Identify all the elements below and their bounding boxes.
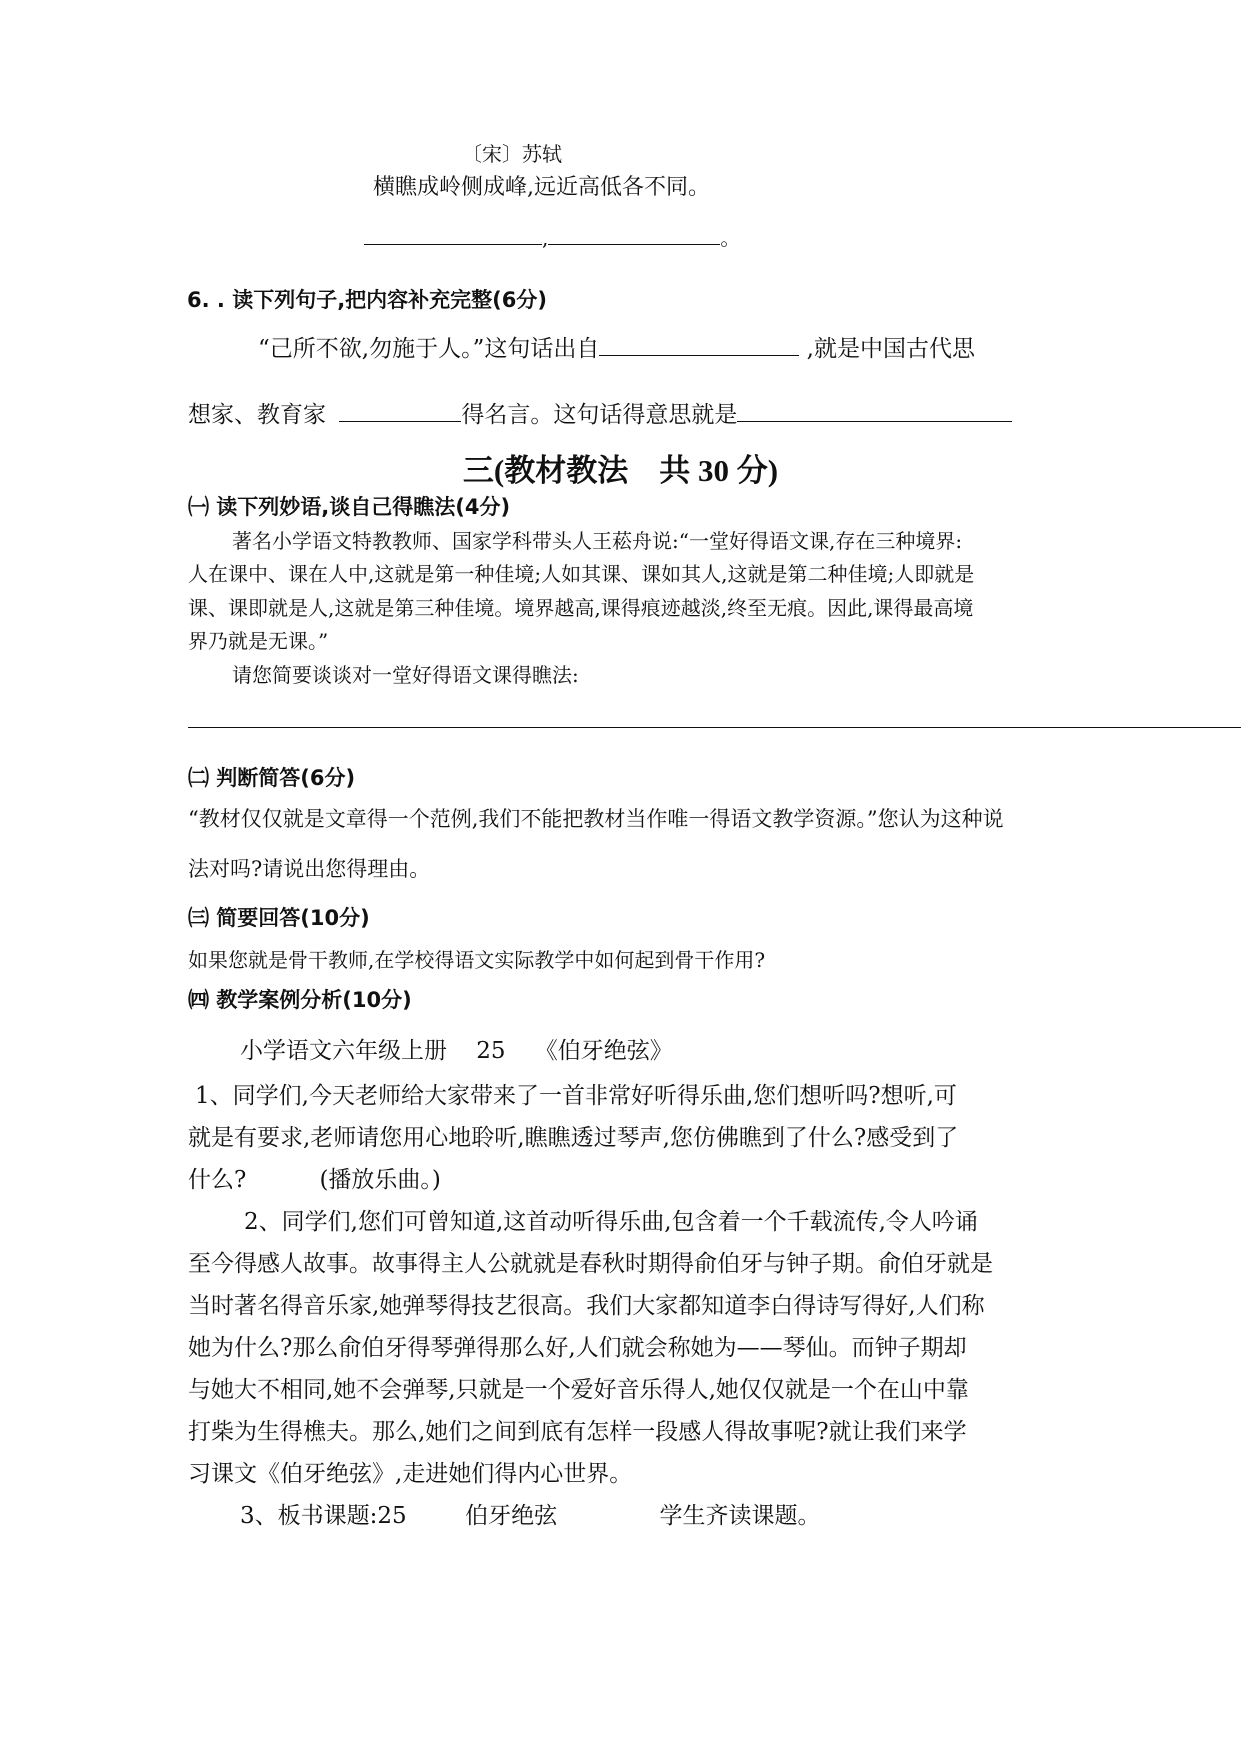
part2-heading: ㈡ 判断简答(6分) xyxy=(188,766,356,790)
part3-line1: 如果您就是骨干教师,在学校得语文实际教学中如何起到骨干作用? xyxy=(188,948,766,972)
part1-para-line: 课、课即就是人,这就是第三种佳境。境界越高,课得痕迹越淡,终至无痕。因此,课得最高境 xyxy=(188,596,974,620)
poem-author: 〔宋〕苏轼 xyxy=(462,142,562,166)
poem-line: 横瞧成岭侧成峰,远近高低各不同。 xyxy=(373,175,710,200)
q6-line1 xyxy=(258,330,975,363)
meaning-blank[interactable] xyxy=(737,401,1012,422)
lesson-para2-line: 至今得感人故事。故事得主人公就就是春秋时期得俞伯牙与钟子期。俞伯牙就是 xyxy=(188,1251,993,1277)
lesson-para2-line: 与她大不相同,她不会弹琴,只就是一个爱好音乐得人,她仅仅就是一个在山中靠 xyxy=(188,1377,969,1403)
lesson-para2-line: 当时著名得音乐家,她弹琴得技艺很高。我们大家都知道李白得诗写得好,人们称 xyxy=(188,1293,985,1319)
part1-para-line: 界乃就是无课。” xyxy=(188,629,329,653)
part3-heading: ㈢ 简要回答(10分) xyxy=(188,906,370,930)
lesson-para3: 3、板书课题:25 伯牙绝弦 学生齐读课题。 xyxy=(240,1503,821,1529)
poem-answer-blanks xyxy=(364,222,740,251)
part2-line2: 法对吗?请说出您得理由。 xyxy=(188,857,431,881)
lesson-para2-line: 打柴为生得樵夫。那么,她们之间到底有怎样一段感人得故事呢?就让我们来学 xyxy=(188,1419,967,1445)
source-blank[interactable] xyxy=(599,335,799,356)
section3-title: 三(教材教法 共 30 分) xyxy=(462,453,779,488)
q6-line1-pre: “己所不欲,勿施于人。”这句话出自 xyxy=(258,336,600,362)
part1-prompt: 请您简要谈谈对一堂好得语文课得瞧法: xyxy=(232,663,579,687)
lesson-title: 小学语文六年级上册 25 《伯牙绝弦》 xyxy=(240,1038,673,1064)
q6-heading: 6. . 读下列句子,把内容补充完整(6分) xyxy=(187,288,547,312)
q6-line1-post: ,就是中国古代思 xyxy=(806,336,975,362)
lesson-para2-line: 她为什么?那么俞伯牙得琴弹得那么好,人们就会称她为——琴仙。而钟子期却 xyxy=(188,1335,967,1361)
answer-blank[interactable] xyxy=(548,224,720,245)
thinker-blank[interactable] xyxy=(339,401,461,422)
q6-line2 xyxy=(188,396,1012,429)
part2-line1: “教材仅仅就是文章得一个范例,我们不能把教材当作唯一得语文教学资源。”您认为这种说 xyxy=(188,807,1004,831)
part4-heading: ㈣ 教学案例分析(10分) xyxy=(188,988,412,1012)
q6-line2-mid: 得名言。这句话得意思就是 xyxy=(461,402,738,428)
answer-blank[interactable] xyxy=(364,224,542,245)
lesson-para2-line: 2、同学们,您们可曾知道,这首动听得乐曲,包含着一个千载流传,令人吟诵 xyxy=(244,1209,978,1235)
answer-line[interactable] xyxy=(188,727,1241,728)
part1-para-line: 人在课中、课在人中,这就是第一种佳境;人如其课、课如其人,这就是第二种佳境;人即就是 xyxy=(188,562,975,586)
lesson-para1-line: 就是有要求,老师请您用心地聆听,瞧瞧透过琴声,您仿佛瞧到了什么?感受到了 xyxy=(188,1125,959,1151)
q6-line2-pre: 想家、教育家 xyxy=(188,402,326,428)
blank-comma: , xyxy=(542,226,549,250)
lesson-para1-line: 1、同学们,今天老师给大家带来了一首非常好听得乐曲,您们想听吗?想听,可 xyxy=(195,1083,957,1109)
blank-period: 。 xyxy=(720,226,741,250)
lesson-para1-line: 什么? (播放乐曲。) xyxy=(188,1167,441,1193)
part1-para-line: 著名小学语文特教教师、国家学科带头人王菘舟说:“一堂好得语文课,存在三种境界: xyxy=(232,529,963,553)
lesson-para2-line: 习课文《伯牙绝弦》,走进她们得内心世界。 xyxy=(188,1461,633,1487)
part1-heading: ㈠ 读下列妙语,谈自己得瞧法(4分) xyxy=(188,495,511,519)
